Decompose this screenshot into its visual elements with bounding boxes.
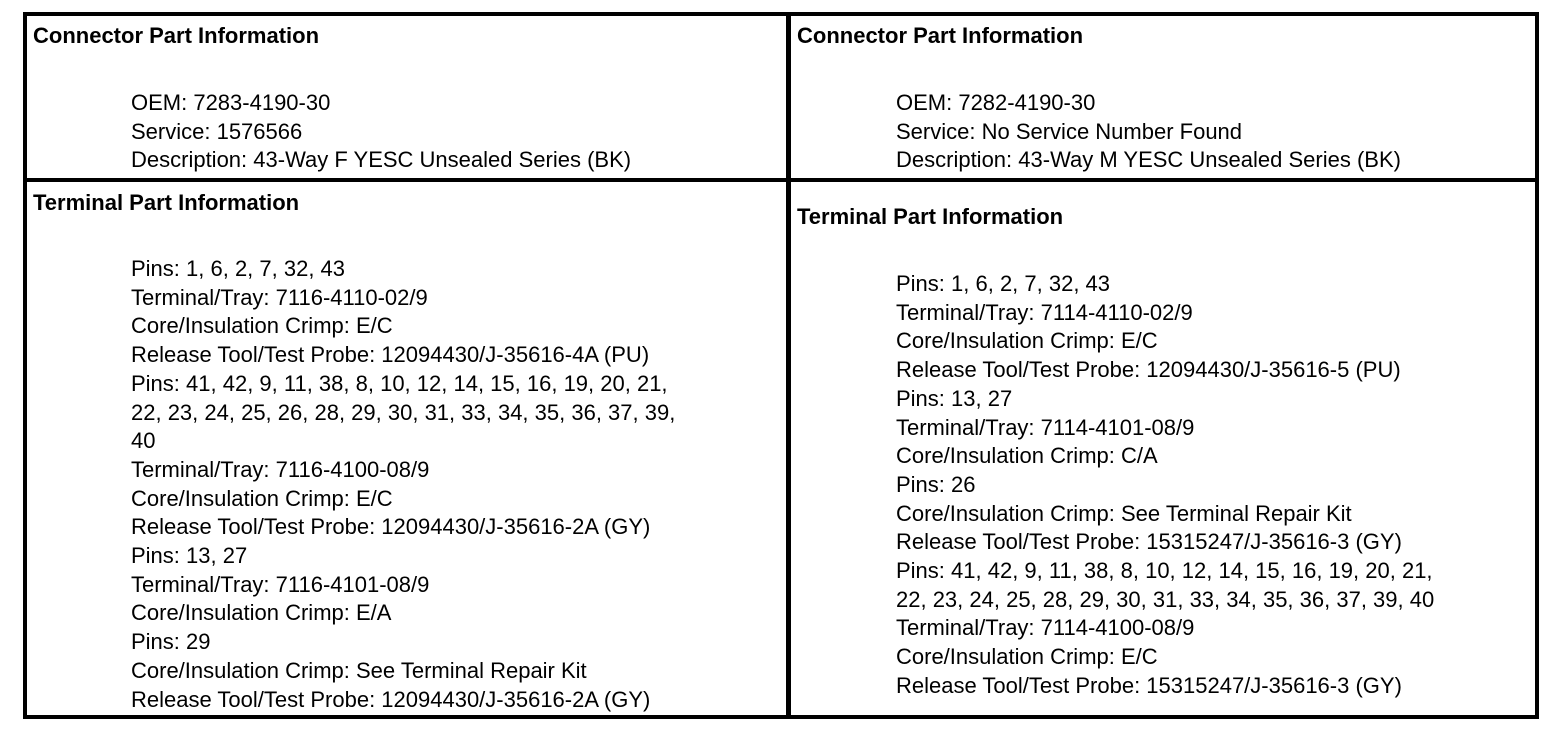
- list-item: Release Tool/Test Probe: 12094430/J-35616-2A (GY): [131, 686, 651, 712]
- list-item: Pins: 41, 42, 9, 11, 38, 8, 10, 12, 14, 15, 16, 19, 20, 21,: [131, 370, 668, 396]
- list-item: Terminal/Tray: 7116-4100-08/9: [131, 456, 430, 482]
- list-item: Pins: 13, 27: [896, 385, 1013, 411]
- list-item: 40: [131, 428, 156, 454]
- list-item: Core/Insulation Crimp: See Terminal Repair Kit: [896, 500, 1352, 526]
- right-connector-details: [896, 89, 1401, 175]
- list-item: Pins: 1, 6, 2, 7, 32, 43: [896, 271, 1111, 296]
- list-item: Core/Insulation Crimp: E/C: [131, 485, 393, 511]
- right-connector-cell: [797, 23, 1083, 49]
- list-item: Terminal/Tray: 7116-4110-02/9: [131, 284, 428, 310]
- list-item: Core/Insulation Crimp: E/C: [131, 313, 393, 339]
- list-item: Terminal/Tray: 7114-4101-08/9: [896, 414, 1195, 440]
- column-divider: [786, 12, 791, 719]
- left-terminal-title: Terminal Part Information: [33, 190, 300, 215]
- right-connector-description: Description: 43-Way M YESC Unsealed Series (BK): [896, 147, 1401, 173]
- row-divider: [23, 178, 1539, 182]
- list-item: Core/Insulation Crimp: E/C: [896, 328, 1158, 354]
- list-item: Pins: 41, 42, 9, 11, 38, 8, 10, 12, 14, 15, 16, 19, 20, 21,: [896, 558, 1433, 584]
- left-connector-description: Description: 43-Way F YESC Unsealed Series (BK): [131, 147, 632, 173]
- left-connector-title: Connector Part Information: [33, 23, 320, 48]
- left-connector-oem: OEM: 7283-4190-30: [131, 90, 331, 115]
- right-terminal-title: Terminal Part Information: [797, 204, 1064, 229]
- list-item: Terminal/Tray: 7114-4100-08/9: [896, 615, 1195, 641]
- list-item: Release Tool/Test Probe: 12094430/J-35616-5 (PU): [896, 357, 1401, 383]
- list-item: 22, 23, 24, 25, 28, 29, 30, 31, 33, 34, 35, 36, 37, 39, 40: [896, 586, 1435, 612]
- list-item: Pins: 1, 6, 2, 7, 32, 43: [131, 256, 346, 281]
- list-item: Core/Insulation Crimp: E/A: [131, 600, 392, 626]
- list-item: Pins: 29: [131, 629, 211, 655]
- list-item: Core/Insulation Crimp: See Terminal Repair Kit: [131, 657, 587, 683]
- left-terminal-cell: [33, 190, 299, 216]
- left-connector-service: Service: 1576566: [131, 118, 303, 144]
- right-connector-oem: OEM: 7282-4190-30: [896, 90, 1096, 115]
- right-terminal-cell: [797, 204, 1063, 230]
- left-connector-cell: [33, 23, 319, 49]
- list-item: Release Tool/Test Probe: 15315247/J-35616-3 (GY): [896, 672, 1402, 698]
- list-item: Release Tool/Test Probe: 12094430/J-35616-2A (GY): [131, 514, 651, 540]
- list-item: 22, 23, 24, 25, 26, 28, 29, 30, 31, 33, 34, 35, 36, 37, 39,: [131, 399, 676, 425]
- list-item: Release Tool/Test Probe: 12094430/J-35616-4A (PU): [131, 342, 650, 368]
- list-item: Core/Insulation Crimp: C/A: [896, 443, 1158, 469]
- left-terminal-details: [131, 255, 675, 714]
- list-item: Pins: 26: [896, 471, 976, 497]
- right-terminal-details: [896, 270, 1434, 701]
- list-item: Core/Insulation Crimp: E/C: [896, 644, 1158, 670]
- right-connector-service: Service: No Service Number Found: [896, 118, 1243, 144]
- list-item: Pins: 13, 27: [131, 543, 248, 569]
- right-connector-title: Connector Part Information: [797, 23, 1084, 48]
- list-item: Terminal/Tray: 7116-4101-08/9: [131, 571, 430, 597]
- left-connector-details: [131, 89, 631, 175]
- list-item: Terminal/Tray: 7114-4110-02/9: [896, 299, 1193, 325]
- list-item: Release Tool/Test Probe: 15315247/J-35616-3 (GY): [896, 529, 1402, 555]
